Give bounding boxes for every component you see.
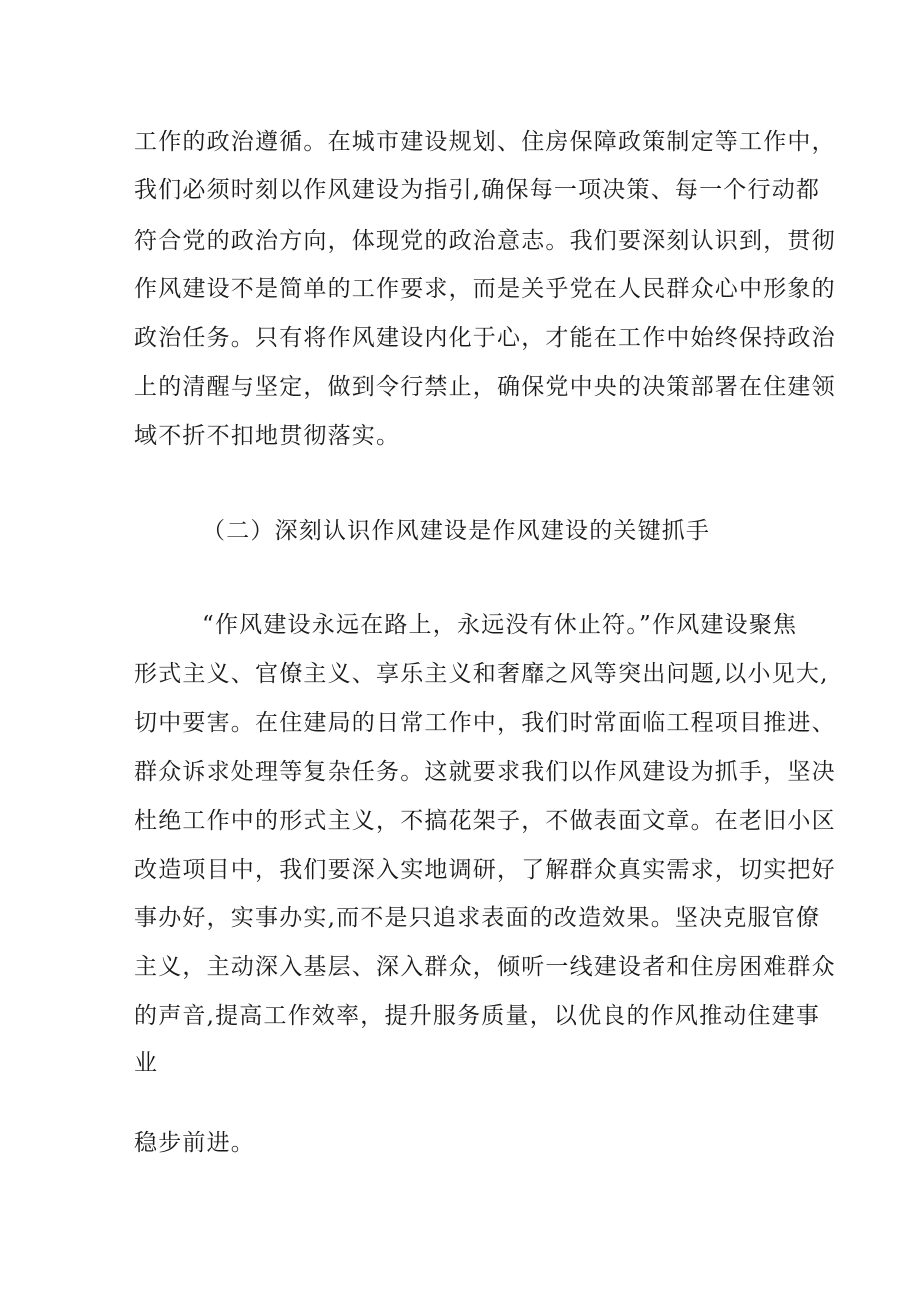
paragraph-line: 主义，主动深入基层、深入群众，倾听一线建设者和住房困难群众 bbox=[134, 954, 836, 980]
paragraph-line: 事办好，实事办实,而不是只追求表面的改造效果。坚决克服官僚 bbox=[134, 905, 821, 931]
paragraph-line: 群众诉求处理等复杂任务。这就要求我们以作风建设为抓手，坚决 bbox=[134, 759, 836, 785]
paragraph-line: 稳步前进。 bbox=[134, 1130, 255, 1156]
paragraph-line: “作风建设永远在路上，永远没有休止符。”作风建设聚焦 bbox=[202, 612, 798, 638]
paragraph-line: 的声音,提高工作效率，提升服务质量，以优良的作风推动住建事 bbox=[134, 1003, 821, 1029]
paragraph-line: 域不折不扣地贯彻落实。 bbox=[134, 423, 401, 449]
section-heading: （二）深刻认识作风建设是作风建设的关键抓手 bbox=[202, 518, 711, 544]
paragraph-line: 我们必须时刻以作风建设为指引,确保每一项决策、每一个行动都 bbox=[134, 177, 821, 203]
paragraph-line: 工作的政治遵循。在城市建设规划、住房保障政策制定等工作中， bbox=[134, 129, 836, 155]
paragraph-line: 作风建设不是简单的工作要求，而是关乎党在人民群众心中形象的 bbox=[134, 276, 836, 302]
paragraph-line: 政治任务。只有将作风建设内化于心，才能在工作中始终保持政治 bbox=[134, 325, 836, 351]
paragraph-line: 业 bbox=[134, 1050, 159, 1076]
paragraph-line: 上的清醒与坚定，做到令行禁止，确保党中央的决策部署在住建领 bbox=[134, 374, 836, 400]
paragraph-line: 形式主义、官僚主义、享乐主义和奢靡之风等突出问题,以小见大, bbox=[134, 661, 829, 687]
paragraph-line: 杜绝工作中的形式主义，不搞花架子，不做表面文章。在老旧小区 bbox=[134, 808, 836, 834]
paragraph-line: 切中要害。在住建局的日常工作中，我们时常面临工程项目推进、 bbox=[134, 710, 836, 736]
paragraph-line: 改造项目中，我们要深入实地调研，了解群众真实需求，切实把好 bbox=[134, 857, 836, 883]
paragraph-line: 符合党的政治方向，体现党的政治意志。我们要深刻认识到，贯彻 bbox=[134, 228, 836, 254]
